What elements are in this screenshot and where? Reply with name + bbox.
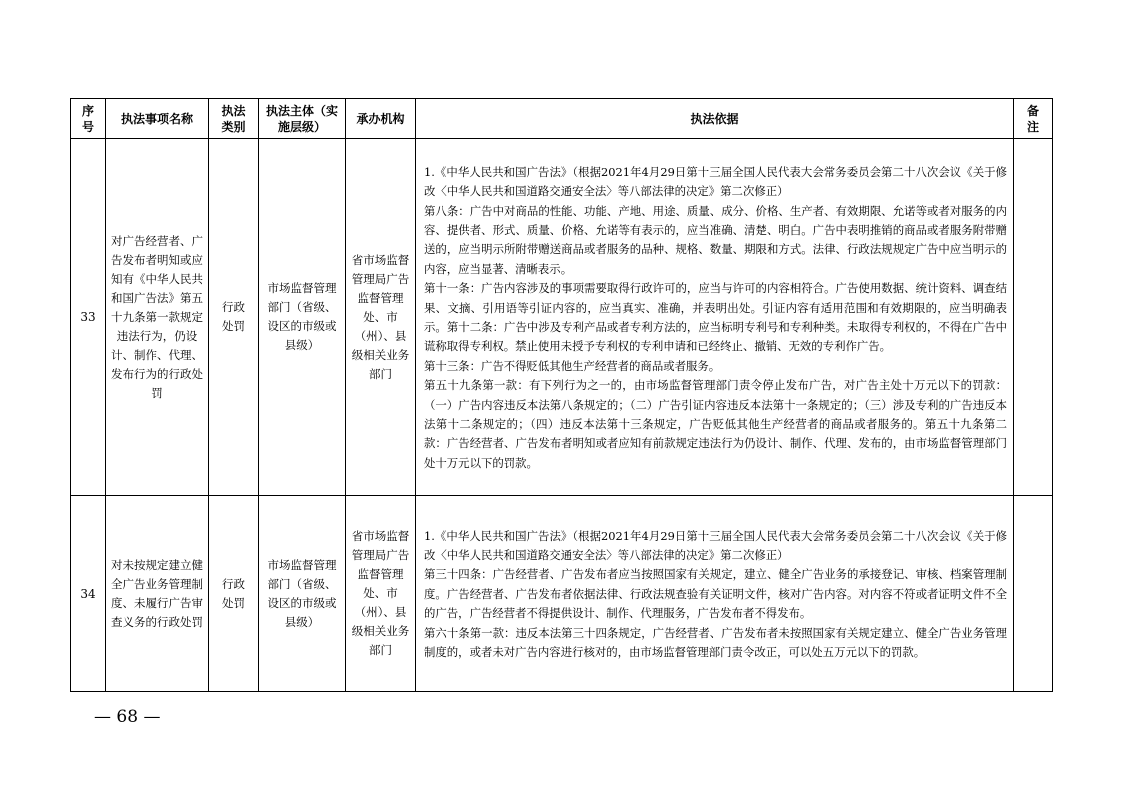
row-category: 行政处罚 — [209, 496, 259, 692]
basis-paragraph: 第十三条：广告不得贬低其他生产经营者的商品或者服务。 — [424, 358, 721, 373]
row-remark — [1014, 139, 1053, 496]
header-basis: 执法依据 — [416, 99, 1014, 139]
header-seq: 序号 — [71, 99, 106, 139]
page-number: — 68 — — [94, 707, 161, 727]
row-basis — [416, 496, 1014, 692]
table-row — [71, 139, 1053, 496]
table-header-row — [71, 99, 1053, 139]
basis-paragraph: 第八条：广告中对商品的性能、功能、产地、用途、质量、成分、价格、生产者、有效期限、允诺等或者对服务的内容、提供者、形式、质量、价格、允诺等有表示的，应当准确、清楚、明白。广告中表明推销的商品或者服务附带赠送的，应当明示所附带赠送商品或者服务的品种、规格、数量、期限和方式。法律、行政法规规定广告中应当明示的内容，应当显著、清晰表示。 — [424, 203, 1007, 276]
row-basis — [416, 139, 1014, 496]
row-subject: 市场监督管理部门（省级、设区的市级或县级） — [259, 496, 346, 692]
law-enforcement-table — [70, 98, 1053, 692]
header-subject: 执法主体（实施层级） — [259, 99, 346, 139]
header-remark: 备注 — [1014, 99, 1053, 139]
row-item-name: 对广告经营者、广告发布者明知或应知有《中华人民共和国广告法》第五十九条第一款规定违法行为，仍设计、制作、代理、发布行为的行政处罚 — [106, 139, 209, 496]
basis-paragraph: 第三十四条：广告经营者、广告发布者应当按照国家有关规定，建立、健全广告业务的承接登记、审核、档案管理制度。广告经营者、广告发布者依据法律、行政法规查验有关证明文件，核对广告内容。对内容不符或者证明文件不全的广告，广告经营者不得提供设计、制作、代理服务，广告发布者不得发布。 — [424, 567, 1007, 621]
row-organ: 省市场监督管理局广告监督管理处、市（州）、县级相关业务部门 — [346, 139, 416, 496]
basis-paragraph: 第十一条：广告内容涉及的事项需要取得行政许可的，应当与许可的内容相符合。广告使用数据、统计资料、调查结果、文摘、引用语等引证内容的，应当真实、准确，并表明出处。引证内容有适用范围和有效期限的，应当明确表示。第十二条：广告中涉及专利产品或者专利方法的，应当标明专利号和专利种类。未取得专利权的，不得在广告中谎称取得专利权。禁止使用未授予专利权的专利申请和已经终止、撤销、无效的专利作广告。 — [424, 281, 1007, 354]
header-item-name: 执法事项名称 — [106, 99, 209, 139]
header-category: 执法类别 — [209, 99, 259, 139]
row-item-name: 对未按规定建立健全广告业务管理制度、未履行广告审查义务的行政处罚 — [106, 496, 209, 692]
table-row — [71, 496, 1053, 692]
row-subject: 市场监督管理部门（省级、设区的市级或县级） — [259, 139, 346, 496]
header-organ: 承办机构 — [346, 99, 416, 139]
row-category: 行政处罚 — [209, 139, 259, 496]
basis-paragraph: 1.《中华人民共和国广告法》（根据2021年4月29日第十三届全国人民代表大会常务委员会第二十八次会议《关于修改〈中华人民共和国道路交通安全法〉等八部法律的决定》第二次修正） — [424, 164, 1007, 199]
row-seq: 33 — [71, 139, 106, 496]
basis-paragraph: 第六十条第一款：违反本法第三十四条规定，广告经营者、广告发布者未按照国家有关规定建立、健全广告业务管理制度的，或者未对广告内容进行核对的，由市场监督管理部门责令改正，可以处五万元以下的罚款。 — [424, 625, 1007, 660]
row-remark — [1014, 496, 1053, 692]
basis-paragraph: 第五十九条第一款：有下列行为之一的，由市场监督管理部门责令停止发布广告，对广告主处十万元以下的罚款：（一）广告内容违反本法第八条规定的；（二）广告引证内容违反本法第十一条规定的；（三）涉及专利的广告违反本法第十二条规定的；（四）违反本法第十三条规定，广告贬低其他生产经营者的商品或者服务的。第五十九条第二款：广告经营者、广告发布者明知或者应知有前款规定违法行为仍设计、制作、代理、发布的，由市场监督管理部门处十万元以下的罚款。 — [424, 378, 1007, 470]
row-seq: 34 — [71, 496, 106, 692]
row-organ: 省市场监督管理局广告监督管理处、市（州）、县级相关业务部门 — [346, 496, 416, 692]
basis-paragraph: 1.《中华人民共和国广告法》（根据2021年4月29日第十三届全国人民代表大会常务委员会第二十八次会议《关于修改〈中华人民共和国道路交通安全法〉等八部法律的决定》第二次修正） — [424, 528, 1007, 562]
